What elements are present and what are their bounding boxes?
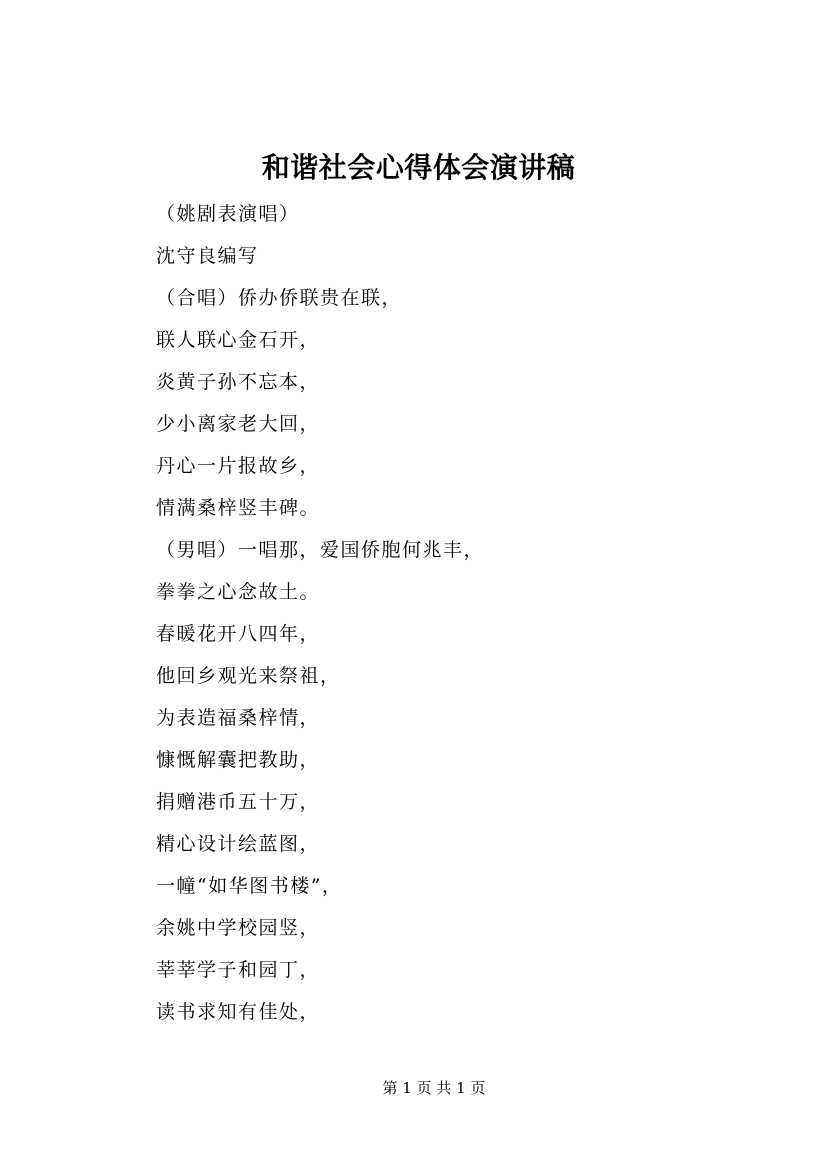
document-title: 和谐社会心得体会演讲稿 xyxy=(261,151,576,184)
text-line: 他回乡观光来祭祖， xyxy=(156,665,341,687)
text-line: （合唱）侨办侨联贵在联， xyxy=(156,287,403,309)
text-line: 丹心一片报故乡， xyxy=(156,455,321,477)
text-line: 慷慨解囊把教助， xyxy=(156,749,321,771)
text-line: 春暖花开八四年， xyxy=(156,623,321,645)
text-line: 沈守良编写 xyxy=(156,245,259,267)
text-line: 莘莘学子和园丁， xyxy=(156,959,321,981)
text-line: 为表造福桑梓情， xyxy=(156,707,321,729)
text-line: 少小离家老大回， xyxy=(156,413,321,435)
text-line: 拳拳之心念故土。 xyxy=(156,581,321,603)
text-line: （男唱）一唱那，爱国侨胞何兆丰， xyxy=(156,539,485,561)
text-line: （姚剧表演唱） xyxy=(156,203,300,225)
page-footer: 第 1 页 共 1 页 xyxy=(382,1079,486,1097)
text-line: 联人联心金石开， xyxy=(156,329,321,351)
text-line: 读书求知有佳处， xyxy=(156,1001,321,1023)
text-line: 炎黄子孙不忘本， xyxy=(156,371,321,393)
text-line: 捐赠港币五十万， xyxy=(156,791,321,813)
document-body xyxy=(156,197,756,1037)
text-line: 一幢“如华图书楼”， xyxy=(156,875,343,897)
text-line: 精心设计绘蓝图， xyxy=(156,833,321,855)
text-line: 余姚中学校园竖， xyxy=(156,917,321,939)
text-line: 情满桑梓竖丰碑。 xyxy=(156,497,321,519)
